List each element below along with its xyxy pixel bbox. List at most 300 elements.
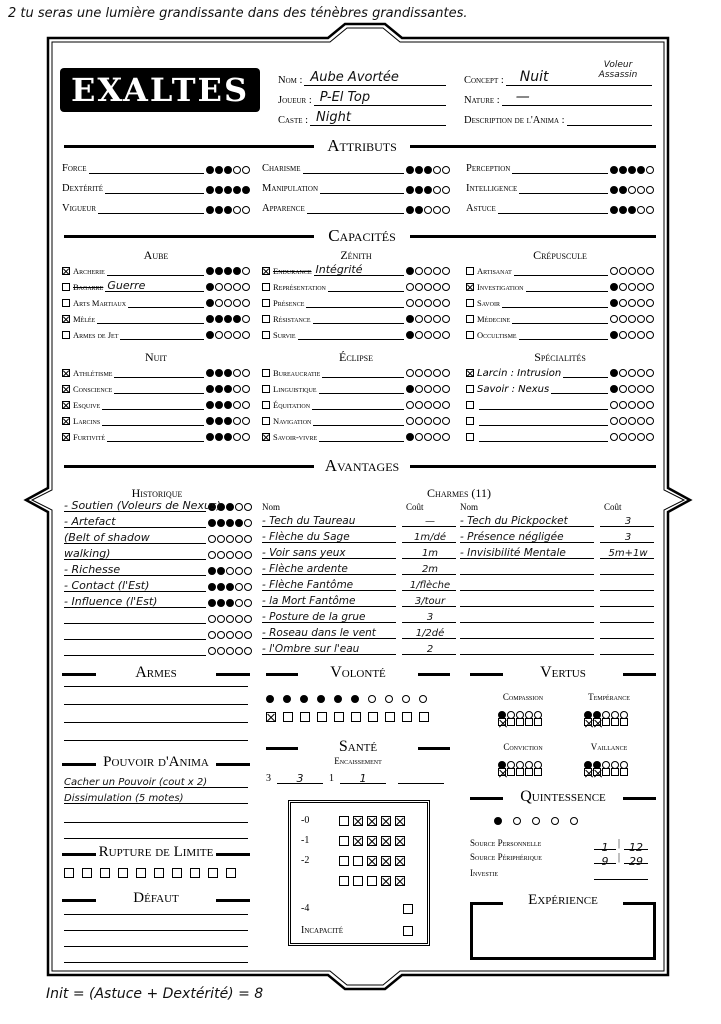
vertu-box[interactable] — [620, 768, 628, 776]
empty-dot[interactable] — [442, 267, 450, 275]
defaut-line[interactable] — [64, 914, 248, 915]
charme-name-input[interactable] — [262, 546, 396, 559]
empty-dot[interactable] — [570, 817, 578, 825]
charme-cost-input[interactable] — [402, 578, 456, 591]
favored-checkbox[interactable] — [262, 315, 270, 323]
filled-dot[interactable] — [610, 283, 618, 291]
historique-input[interactable] — [64, 563, 206, 576]
charme-cost-input[interactable] — [402, 626, 456, 639]
historique-input[interactable] — [64, 579, 206, 592]
limit-box[interactable] — [82, 868, 92, 878]
empty-dot[interactable] — [233, 166, 241, 174]
anima-line[interactable] — [64, 822, 248, 823]
charme-name-input[interactable] — [262, 514, 396, 527]
filled-dot[interactable] — [217, 519, 225, 527]
filled-dot[interactable] — [226, 519, 234, 527]
empty-dot[interactable] — [244, 615, 252, 623]
filled-dot[interactable] — [224, 267, 232, 275]
empty-dot[interactable] — [646, 385, 654, 393]
empty-dot[interactable] — [619, 283, 627, 291]
charme-cost-input[interactable] — [600, 626, 654, 639]
favored-checkbox[interactable] — [466, 401, 474, 409]
filled-dot[interactable] — [406, 166, 414, 174]
filled-dot[interactable] — [242, 186, 250, 194]
empty-dot[interactable] — [646, 283, 654, 291]
favored-checkbox[interactable] — [466, 267, 474, 275]
pool-current[interactable] — [594, 852, 616, 868]
filled-dot[interactable] — [266, 695, 274, 703]
pool-current[interactable] — [594, 838, 616, 854]
empty-dot[interactable] — [442, 401, 450, 409]
charme-cost-input[interactable] — [402, 546, 456, 559]
empty-dot[interactable] — [242, 315, 250, 323]
filled-dot[interactable] — [619, 206, 627, 214]
empty-dot[interactable] — [242, 283, 250, 291]
filled-dot[interactable] — [415, 186, 423, 194]
empty-dot[interactable] — [637, 331, 645, 339]
volonte-box[interactable] — [402, 712, 412, 722]
empty-dot[interactable] — [610, 315, 618, 323]
filled-dot[interactable] — [424, 166, 432, 174]
favored-checkbox[interactable] — [262, 369, 270, 377]
filled-dot[interactable] — [206, 315, 214, 323]
charme-name-input[interactable] — [460, 578, 594, 591]
filled-dot[interactable] — [215, 369, 223, 377]
nom-input[interactable] — [304, 70, 446, 86]
historique-input[interactable] — [64, 499, 221, 512]
empty-dot[interactable] — [433, 299, 441, 307]
empty-dot[interactable] — [646, 166, 654, 174]
filled-dot[interactable] — [224, 401, 232, 409]
empty-dot[interactable] — [235, 599, 243, 607]
volonte-box[interactable] — [419, 712, 429, 722]
vertu-box[interactable] — [620, 718, 628, 726]
empty-dot[interactable] — [628, 331, 636, 339]
charme-cost-input[interactable] — [600, 642, 654, 655]
vertu-box[interactable] — [516, 718, 524, 726]
empty-dot[interactable] — [646, 417, 654, 425]
charme-name-input[interactable] — [460, 626, 594, 639]
filled-dot[interactable] — [233, 315, 241, 323]
empty-dot[interactable] — [442, 186, 450, 194]
vertu-box[interactable] — [525, 768, 533, 776]
caste-input[interactable] — [310, 110, 446, 126]
filled-dot[interactable] — [215, 433, 223, 441]
limit-box[interactable] — [190, 868, 200, 878]
charme-name-input[interactable] — [262, 610, 396, 623]
empty-dot[interactable] — [235, 583, 243, 591]
filled-dot[interactable] — [235, 519, 243, 527]
vertu-box[interactable] — [593, 768, 601, 776]
historique-input[interactable] — [64, 630, 206, 640]
vertu-box[interactable] — [611, 768, 619, 776]
favored-checkbox[interactable] — [62, 283, 70, 291]
empty-dot[interactable] — [235, 535, 243, 543]
filled-dot[interactable] — [233, 186, 241, 194]
empty-dot[interactable] — [637, 206, 645, 214]
volonte-box[interactable] — [266, 712, 276, 722]
empty-dot[interactable] — [637, 433, 645, 441]
empty-dot[interactable] — [233, 206, 241, 214]
historique-input[interactable] — [64, 531, 206, 544]
filled-dot[interactable] — [206, 283, 214, 291]
empty-dot[interactable] — [628, 369, 636, 377]
health-box-cell[interactable] — [395, 836, 405, 846]
empty-dot[interactable] — [233, 283, 241, 291]
health-box-cell[interactable] — [353, 836, 363, 846]
vertu-box[interactable] — [507, 768, 515, 776]
charme-name-input[interactable] — [460, 546, 594, 559]
joueur-input[interactable] — [314, 90, 446, 106]
volonte-box[interactable] — [283, 712, 293, 722]
empty-dot[interactable] — [433, 401, 441, 409]
empty-dot[interactable] — [513, 817, 521, 825]
empty-dot[interactable] — [424, 315, 432, 323]
empty-dot[interactable] — [226, 647, 234, 655]
filled-dot[interactable] — [206, 186, 214, 194]
favored-checkbox[interactable] — [262, 283, 270, 291]
empty-dot[interactable] — [244, 551, 252, 559]
filled-dot[interactable] — [215, 186, 223, 194]
filled-dot[interactable] — [224, 433, 232, 441]
health-box-cell[interactable] — [367, 836, 377, 846]
empty-dot[interactable] — [415, 331, 423, 339]
empty-dot[interactable] — [242, 401, 250, 409]
health-box-cell[interactable] — [381, 816, 391, 826]
health-box-cell[interactable] — [353, 876, 363, 886]
filled-dot[interactable] — [619, 186, 627, 194]
charme-name-input[interactable] — [262, 562, 396, 575]
empty-dot[interactable] — [646, 315, 654, 323]
filled-dot[interactable] — [206, 166, 214, 174]
empty-dot[interactable] — [233, 385, 241, 393]
empty-dot[interactable] — [424, 417, 432, 425]
empty-dot[interactable] — [619, 315, 627, 323]
empty-dot[interactable] — [208, 551, 216, 559]
filled-dot[interactable] — [206, 206, 214, 214]
favored-checkbox[interactable] — [62, 385, 70, 393]
vertu-box[interactable] — [602, 768, 610, 776]
filled-dot[interactable] — [206, 385, 214, 393]
empty-dot[interactable] — [433, 283, 441, 291]
empty-dot[interactable] — [637, 186, 645, 194]
empty-dot[interactable] — [442, 206, 450, 214]
limit-box[interactable] — [118, 868, 128, 878]
vertu-box[interactable] — [507, 718, 515, 726]
empty-dot[interactable] — [424, 283, 432, 291]
health-box-cell[interactable] — [367, 816, 377, 826]
empty-dot[interactable] — [217, 631, 225, 639]
empty-dot[interactable] — [233, 433, 241, 441]
empty-dot[interactable] — [646, 206, 654, 214]
filled-dot[interactable] — [610, 206, 618, 214]
empty-dot[interactable] — [646, 331, 654, 339]
empty-dot[interactable] — [424, 369, 432, 377]
filled-dot[interactable] — [406, 267, 414, 275]
filled-dot[interactable] — [206, 267, 214, 275]
charme-cost-input[interactable] — [600, 562, 654, 575]
empty-dot[interactable] — [610, 401, 618, 409]
empty-dot[interactable] — [233, 331, 241, 339]
favored-checkbox[interactable] — [466, 315, 474, 323]
volonte-box[interactable] — [368, 712, 378, 722]
empty-dot[interactable] — [242, 433, 250, 441]
empty-dot[interactable] — [226, 567, 234, 575]
charme-name-input[interactable] — [460, 530, 594, 543]
favored-checkbox[interactable] — [262, 331, 270, 339]
charme-name-input[interactable] — [262, 530, 396, 543]
empty-dot[interactable] — [233, 401, 241, 409]
filled-dot[interactable] — [224, 186, 232, 194]
favored-checkbox[interactable] — [262, 433, 270, 441]
vertu-box[interactable] — [516, 768, 524, 776]
empty-dot[interactable] — [242, 166, 250, 174]
empty-dot[interactable] — [442, 417, 450, 425]
empty-dot[interactable] — [637, 401, 645, 409]
encaissement-c[interactable] — [277, 772, 323, 784]
filled-dot[interactable] — [215, 206, 223, 214]
filled-dot[interactable] — [610, 385, 618, 393]
historique-input[interactable] — [64, 595, 206, 608]
filled-dot[interactable] — [424, 186, 432, 194]
volonte-box[interactable] — [317, 712, 327, 722]
defaut-line[interactable] — [64, 930, 248, 931]
empty-dot[interactable] — [442, 166, 450, 174]
empty-dot[interactable] — [646, 401, 654, 409]
empty-dot[interactable] — [442, 369, 450, 377]
filled-dot[interactable] — [334, 695, 342, 703]
limit-box[interactable] — [64, 868, 74, 878]
charme-cost-input[interactable] — [600, 546, 654, 559]
empty-dot[interactable] — [442, 283, 450, 291]
empty-dot[interactable] — [233, 369, 241, 377]
empty-dot[interactable] — [208, 615, 216, 623]
charme-name-input[interactable] — [460, 610, 594, 623]
armes-line[interactable] — [64, 740, 248, 741]
empty-dot[interactable] — [233, 417, 241, 425]
empty-dot[interactable] — [433, 186, 441, 194]
empty-dot[interactable] — [646, 433, 654, 441]
favored-checkbox[interactable] — [262, 267, 270, 275]
empty-dot[interactable] — [419, 695, 427, 703]
empty-dot[interactable] — [226, 535, 234, 543]
filled-dot[interactable] — [226, 503, 234, 511]
armes-line[interactable] — [64, 722, 248, 723]
favored-checkbox[interactable] — [62, 369, 70, 377]
empty-dot[interactable] — [233, 299, 241, 307]
empty-dot[interactable] — [226, 615, 234, 623]
limit-box[interactable] — [100, 868, 110, 878]
filled-dot[interactable] — [610, 186, 618, 194]
charme-name-input[interactable] — [262, 594, 396, 607]
empty-dot[interactable] — [433, 417, 441, 425]
defaut-line[interactable] — [64, 946, 248, 947]
vertu-box[interactable] — [584, 768, 592, 776]
empty-dot[interactable] — [415, 417, 423, 425]
empty-dot[interactable] — [433, 385, 441, 393]
volonte-box[interactable] — [334, 712, 344, 722]
filled-dot[interactable] — [224, 417, 232, 425]
filled-dot[interactable] — [406, 206, 414, 214]
charme-name-input[interactable] — [262, 642, 396, 655]
empty-dot[interactable] — [628, 417, 636, 425]
anima-power-line[interactable] — [64, 790, 248, 804]
volonte-box[interactable] — [385, 712, 395, 722]
filled-dot[interactable] — [208, 583, 216, 591]
health-box-cell[interactable] — [339, 816, 349, 826]
historique-input[interactable] — [64, 515, 206, 528]
health-box-cell[interactable] — [395, 876, 405, 886]
filled-dot[interactable] — [415, 166, 423, 174]
empty-dot[interactable] — [406, 417, 414, 425]
anima-line[interactable] — [64, 838, 248, 839]
pool-max[interactable] — [624, 838, 648, 854]
empty-dot[interactable] — [619, 417, 627, 425]
empty-dot[interactable] — [235, 647, 243, 655]
empty-dot[interactable] — [242, 299, 250, 307]
empty-dot[interactable] — [646, 267, 654, 275]
empty-dot[interactable] — [619, 267, 627, 275]
filled-dot[interactable] — [494, 817, 502, 825]
charme-cost-input[interactable] — [402, 594, 456, 607]
filled-dot[interactable] — [215, 267, 223, 275]
filled-dot[interactable] — [300, 695, 308, 703]
empty-dot[interactable] — [619, 385, 627, 393]
empty-dot[interactable] — [433, 315, 441, 323]
filled-dot[interactable] — [215, 315, 223, 323]
empty-dot[interactable] — [217, 535, 225, 543]
filled-dot[interactable] — [224, 166, 232, 174]
empty-dot[interactable] — [242, 417, 250, 425]
empty-dot[interactable] — [415, 283, 423, 291]
empty-dot[interactable] — [619, 401, 627, 409]
filled-dot[interactable] — [206, 401, 214, 409]
favored-checkbox[interactable] — [262, 385, 270, 393]
empty-dot[interactable] — [610, 417, 618, 425]
empty-dot[interactable] — [551, 817, 559, 825]
vertu-box[interactable] — [534, 768, 542, 776]
empty-dot[interactable] — [415, 267, 423, 275]
empty-dot[interactable] — [442, 315, 450, 323]
empty-dot[interactable] — [215, 299, 223, 307]
empty-dot[interactable] — [628, 401, 636, 409]
empty-dot[interactable] — [619, 433, 627, 441]
empty-dot[interactable] — [628, 385, 636, 393]
empty-dot[interactable] — [424, 433, 432, 441]
favored-checkbox[interactable] — [62, 401, 70, 409]
health-box-cell[interactable] — [339, 836, 349, 846]
empty-dot[interactable] — [244, 535, 252, 543]
vertu-box[interactable] — [593, 718, 601, 726]
investie-input[interactable] — [594, 868, 648, 880]
charme-cost-input[interactable] — [600, 514, 654, 527]
historique-input[interactable] — [64, 547, 206, 560]
charme-name-input[interactable] — [460, 594, 594, 607]
encaissement-l[interactable] — [340, 772, 386, 784]
favored-checkbox[interactable] — [466, 369, 474, 377]
empty-dot[interactable] — [424, 385, 432, 393]
empty-dot[interactable] — [637, 299, 645, 307]
empty-dot[interactable] — [244, 599, 252, 607]
empty-dot[interactable] — [415, 385, 423, 393]
empty-dot[interactable] — [628, 267, 636, 275]
filled-dot[interactable] — [206, 417, 214, 425]
filled-dot[interactable] — [215, 166, 223, 174]
charme-cost-input[interactable] — [600, 530, 654, 543]
filled-dot[interactable] — [217, 567, 225, 575]
vertu-box[interactable] — [498, 718, 506, 726]
historique-input[interactable] — [64, 614, 206, 624]
empty-dot[interactable] — [208, 647, 216, 655]
empty-dot[interactable] — [442, 331, 450, 339]
favored-checkbox[interactable] — [62, 417, 70, 425]
filled-dot[interactable] — [283, 695, 291, 703]
filled-dot[interactable] — [351, 695, 359, 703]
empty-dot[interactable] — [628, 299, 636, 307]
empty-dot[interactable] — [226, 551, 234, 559]
empty-dot[interactable] — [433, 166, 441, 174]
health-box-cell[interactable] — [381, 836, 391, 846]
empty-dot[interactable] — [415, 401, 423, 409]
vertu-box[interactable] — [611, 718, 619, 726]
empty-dot[interactable] — [224, 283, 232, 291]
empty-dot[interactable] — [215, 331, 223, 339]
limit-box[interactable] — [136, 868, 146, 878]
encaissement-a[interactable] — [398, 772, 444, 784]
filled-dot[interactable] — [628, 206, 636, 214]
empty-dot[interactable] — [433, 206, 441, 214]
empty-dot[interactable] — [637, 385, 645, 393]
health-box-cell[interactable] — [339, 876, 349, 886]
filled-dot[interactable] — [226, 599, 234, 607]
limit-box[interactable] — [208, 868, 218, 878]
empty-dot[interactable] — [637, 369, 645, 377]
defaut-line[interactable] — [64, 962, 248, 963]
filled-dot[interactable] — [215, 417, 223, 425]
filled-dot[interactable] — [208, 567, 216, 575]
empty-dot[interactable] — [368, 695, 376, 703]
empty-dot[interactable] — [406, 369, 414, 377]
vertu-box[interactable] — [534, 718, 542, 726]
experience-box[interactable] — [470, 902, 656, 960]
favored-checkbox[interactable] — [262, 417, 270, 425]
charme-name-input[interactable] — [262, 626, 396, 639]
empty-dot[interactable] — [402, 695, 410, 703]
empty-dot[interactable] — [442, 299, 450, 307]
favored-checkbox[interactable] — [62, 299, 70, 307]
filled-dot[interactable] — [637, 166, 645, 174]
empty-dot[interactable] — [433, 369, 441, 377]
empty-dot[interactable] — [242, 369, 250, 377]
empty-dot[interactable] — [217, 615, 225, 623]
filled-dot[interactable] — [406, 385, 414, 393]
limit-box[interactable] — [226, 868, 236, 878]
charme-name-input[interactable] — [460, 642, 594, 655]
charme-name-input[interactable] — [460, 562, 594, 575]
empty-dot[interactable] — [646, 186, 654, 194]
empty-dot[interactable] — [242, 267, 250, 275]
armes-line[interactable] — [64, 686, 248, 687]
filled-dot[interactable] — [406, 186, 414, 194]
empty-dot[interactable] — [242, 206, 250, 214]
empty-dot[interactable] — [442, 385, 450, 393]
empty-dot[interactable] — [628, 315, 636, 323]
filled-dot[interactable] — [610, 166, 618, 174]
empty-dot[interactable] — [235, 503, 243, 511]
health-box-cell[interactable] — [353, 816, 363, 826]
health-box-cell[interactable] — [403, 926, 413, 936]
health-box-cell[interactable] — [403, 904, 413, 914]
